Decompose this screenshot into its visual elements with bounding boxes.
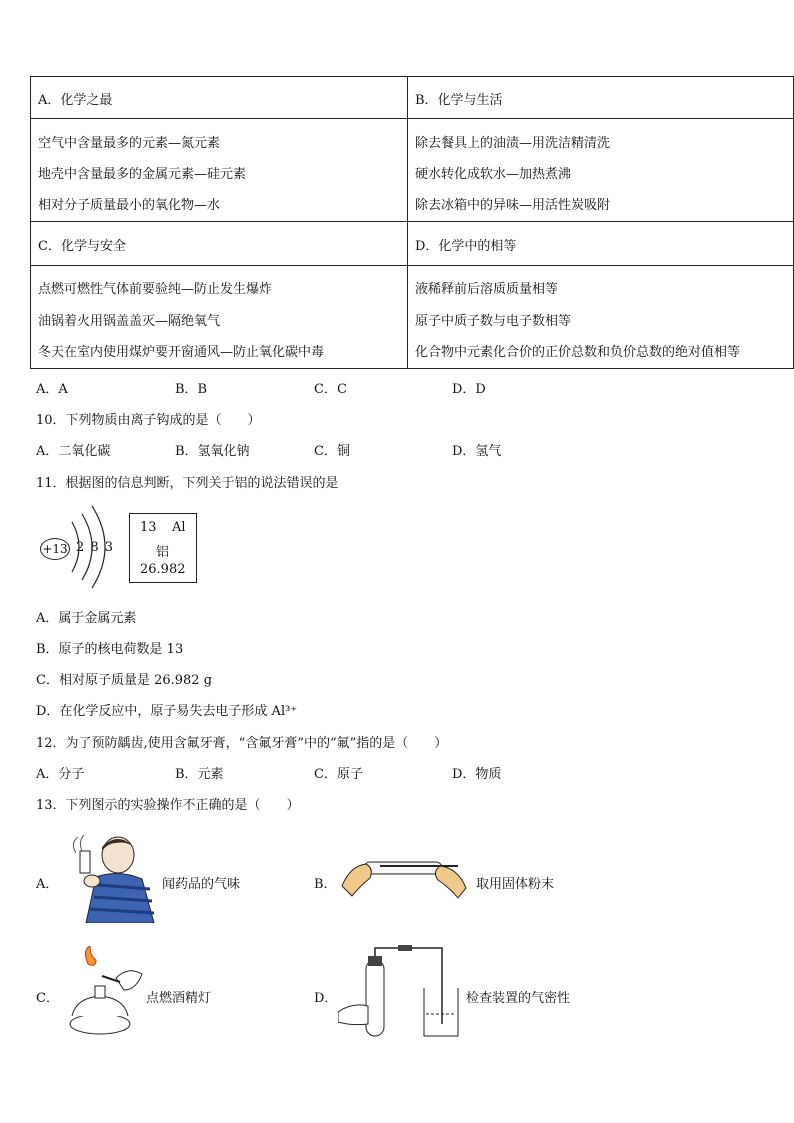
cell-b-item: 除去餐具上的油渍—用洗洁精清洗 [415,136,611,151]
table-border [407,76,408,369]
table-border [30,221,794,222]
cell-a-header: A．化学之最 [38,93,113,108]
element-symbol: Al [172,520,186,535]
q9-comparison-table [30,76,794,369]
element-atomic-mass: 26.982 [140,562,186,577]
q11-option-c[interactable]: C．相对原子质量是 26.982 g [36,673,213,688]
q10-option-b[interactable]: B．氢氧化钠 [175,444,250,459]
cell-c-item: 冬天在室内使用煤炉要开窗通风—防止氧化碳中毒 [38,345,325,360]
table-border [30,76,794,77]
cell-c-item: 油锅着火用锅盖盖灭—隔绝氧气 [38,314,221,329]
cell-d-item: 原子中质子数与电子数相等 [415,314,572,329]
cell-c-header: C．化学与安全 [38,239,126,254]
periodic-table-cell-aluminium [129,513,197,583]
cell-c-item: 点燃可燃性气体前要验纯—防止发生爆炸 [38,282,273,297]
element-atomic-number: 13 [140,520,157,535]
lighting-alcohol-lamp-icon [62,946,146,1038]
q10-stem: 10．下列物质由离子钩成的是（ ） [36,413,261,428]
q12-stem: 12．为了预防龋齿,使用含氟牙膏，“含氟牙膏”中的“氟”指的是（ ） [36,736,448,751]
q13-option-d-caption: 检查装置的气密性 [466,991,571,1006]
cell-a-item: 空气中含量最多的元素—氮元素 [38,136,221,151]
q13-option-b-caption: 取用固体粉末 [476,877,555,892]
cell-b-item: 除去冰箱中的异味—用活性炭吸附 [415,198,611,213]
q11-option-a[interactable]: A．属于金属元素 [36,611,137,626]
q11-option-d[interactable]: D．在化学反应中，原子易失去电子形成 Al³⁺ [36,704,298,719]
q10-option-a[interactable]: A．二氧化碳 [36,444,111,459]
q12-option-c[interactable]: C．原子 [314,767,363,782]
atom-nucleus: +13 [40,538,70,560]
electron-shells-label: 2 8 3 [76,540,115,555]
q9-option-d[interactable]: D．D [452,382,486,397]
q9-option-c[interactable]: C．C [314,382,347,397]
table-border [30,76,31,369]
cell-a-item: 相对分子质量最小的氧化物—水 [38,198,221,213]
table-border [30,118,794,119]
q10-option-d[interactable]: D．氢气 [452,444,502,459]
q11-option-b[interactable]: B．原子的核电荷数是 13 [36,642,184,657]
q12-option-a[interactable]: A．分子 [36,767,85,782]
checking-airtightness-apparatus-icon [338,944,464,1040]
q13-option-d-letter[interactable]: D． [314,991,338,1006]
q13-option-a-letter[interactable]: A． [36,877,59,892]
electron-shell-arcs-icon [60,500,120,595]
q12-option-d[interactable]: D．物质 [452,767,502,782]
q13-stem: 13．下列图示的实验操作不正确的是（ ） [36,798,300,813]
q13-option-a-caption: 闻药品的气味 [162,877,241,892]
q13-option-b-letter[interactable]: B． [314,877,337,892]
q10-option-c[interactable]: C．铜 [314,444,350,459]
q11-stem: 11．根据图的信息判断，下列关于铝的说法错误的是 [36,476,339,491]
q9-option-a[interactable]: A．A [36,382,68,397]
cell-a-item: 地壳中含量最多的金属元素—硅元素 [38,167,247,182]
cell-d-header: D．化学中的相等 [415,239,517,254]
cell-d-item: 化合物中元素化合价的正价总数和负价总数的绝对值相等 [415,345,741,360]
cell-b-header: B．化学与生活 [415,93,503,108]
q13-option-c-letter[interactable]: C． [36,991,59,1006]
table-border [30,265,794,266]
q12-option-b[interactable]: B．元素 [175,767,224,782]
cell-b-item: 硬水转化成软水—加热煮沸 [415,167,572,182]
smelling-chemical-person-icon [66,833,160,923]
taking-solid-powder-icon [340,846,468,902]
q9-option-b[interactable]: B．B [175,382,208,397]
cell-d-item: 液稀释前后溶质质量相等 [415,282,559,297]
element-name: 铝 [156,545,170,560]
table-border [30,368,794,369]
q13-option-c-caption: 点燃酒精灯 [146,991,212,1006]
